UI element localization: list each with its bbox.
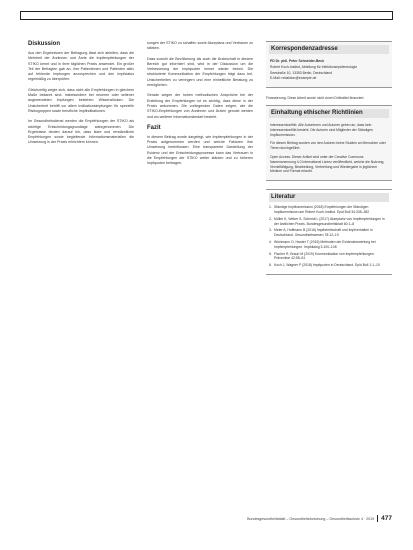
column-right: [266, 41, 392, 283]
conclusion-paragraph: In diesem Beitrag wurde dargelegt, wie Impfempfehlungen in der Praxis aufgenommen werden und welche Faktoren ihre Umsetzung beeinflussen. Eine transparente Darstellung der Evidenz und der Entscheidungsprozesse kann das Vertrauen in die Empfehlungen der STIKO weiter stärken und zu höheren Impfquoten beitragen.: [147, 134, 253, 166]
reference-text: Meier A, Hoffmann B (2016) Impfbereitschaft und Impfverhalten in Deutschland. Gesundheitswesen 78:12–19: [274, 228, 373, 238]
literature-heading: Literatur: [269, 193, 389, 202]
reference-item: 1. Ständige Impfkommission (2018) Empfehlungen der Ständigen Impfkommission am Robert Koch-Institut. Epid Bull 34:335–382: [269, 205, 389, 215]
literature-box: [266, 189, 392, 275]
correspondence-institution: Robert Koch-Institut, Abteilung für Infektionsepidemiologie: [270, 64, 358, 69]
column-left: [28, 41, 134, 151]
discussion-paragraph-2: Gleichzeitig zeigte sich, dass nicht alle Empfehlungen in gleichem Maße bekannt sind. Insbesondere bei neueren oder seltener angewendeten Impfungen bestehen Wissenslücken. Die Unsicherheit betrifft vor allem Indikationsimpfungen für spezielle Risikogruppen sowie berufliche Impfindikationen.: [28, 87, 134, 113]
ethics-open-access: Open Access. Dieser Artikel wird unter der Creative Commons Namensnennung 4.0 International Lizenz veröffentlicht, welche die Nutzung, Vervielfältigung, Bearbeitung, Verbreitung und Wiedergabe in jeglichem Medium und Format erlaubt.: [270, 154, 385, 174]
page-footer: [204, 515, 392, 522]
reference-list: [269, 205, 389, 268]
reference-text: Müller K, Weber S, Schmidt L (2017) Akzeptanz von Impfempfehlungen in der ärztlichen Praxis. Bundesgesundheitsblatt 60:1–8: [274, 216, 385, 226]
correspondence-name: PD Dr. phil. Peter Schneider-Beck: [270, 59, 325, 63]
correspondence-email[interactable]: E-Mail: redaktion@example.de: [270, 76, 317, 81]
ethics-studies: Für diesen Beitrag wurden von den Autoren keine Studien an Menschen oder Tieren durchgeführt.: [270, 141, 386, 151]
page-number: 477: [377, 515, 392, 522]
reference-item: 6. Koch J, Wagner P (2018) Impfquoten in Deutschland. Epid Bull 1:1–10: [269, 263, 389, 268]
ethics-heading: Einhaltung ethischer Richtlinien: [269, 109, 389, 118]
reference-item: 2. Müller K, Weber S, Schmidt L (2017) Akzeptanz von Impfempfehlungen in der ärztlichen Praxis. Bundesgesundheitsblatt 60:1–8: [269, 217, 389, 227]
discussion-paragraph-3: Im Gesundheitsdienst werden die Empfehlungen der STIKO als wichtige Entscheidungsgrundlage wahrgenommen. Die Ergebnisse deuten darauf hin, dass klare und verständliche Empfehlungen sowie begleitende Informationsmaterialien die Umsetzung in der Praxis erleichtern können.: [28, 119, 134, 145]
body-paragraph-2: Dass sowohl die Bevölkerung als auch die Ärzteschaft in diesem Bereich gut informiert sind, wird in der Diskussion um die Verbesserung der Impfquoten immer wieder betont. Die strukturierte Kommunikation der Empfehlungen trägt dazu bei, Unsicherheiten zu verringern und eine einheitliche Beratung zu ermöglichen.: [147, 56, 253, 88]
correspondence-box: [266, 41, 392, 88]
correspondence-heading: Korrespondenzadresse: [269, 45, 389, 54]
reference-item: 3. Meier A, Hoffmann B (2016) Impfbereitschaft und Impfverhalten in Deutschland. Gesundheitswesen 78:12–19: [269, 228, 389, 238]
funding-note: Finanzierung. Diese Arbeit wurde nicht durch Drittmittel finanziert.: [266, 96, 365, 101]
body-paragraph-1: sungen der STIKO zu schaffen sowie Akzeptanz und Vertrauen zu stärken.: [147, 41, 253, 51]
reference-text: Wichmann O, Harder T (2015) Methoden der Evidenzbewertung bei Impfempfehlungen. Impfdialog 3:100–108: [274, 239, 376, 249]
journal-citation: Bundesgesundheitsblatt – Gesundheitsforschung – Gesundheitsschutz 4 · 2019: [247, 516, 375, 521]
ethics-conflict: Interessenkonflikt. Alle Autorinnen und Autoren geben an, dass kein Interessenkonflikt besteht. Die Autoren sind Mitglieder der Ständigen Impfkommission.: [270, 122, 373, 137]
ethics-box: [266, 105, 392, 181]
reference-item: 4. Wichmann O, Harder T (2015) Methoden der Evidenzbewertung bei Impfempfehlungen. Impfdialog 3:100–108: [269, 240, 389, 250]
body-paragraph-3: Gerade wegen der hohen methodischen Ansprüche bei der Erstellung der Empfehlungen ist es wichtig, dass diese in der Praxis ankommen. Die vorliegenden Daten zeigen, wie die STIKO-Empfehlungen von Ärztinnen und Ärzten genutzt werden und wo weiterer Informationsbedarf besteht.: [147, 93, 253, 119]
discussion-paragraph-1: Aus den Ergebnissen der Befragung lässt sich ableiten, dass die Mehrheit der Ärztinnen und Ärzte die Impfempfehlungen der STIKO kennt und in ihrer täglichen Praxis anwendet. Ein großer Teil der Befragten gab an, ihre Patientinnen und Patienten aktiv auf fehlende Impfungen anzusprechen und den Impfstatus regelmäßig zu überprüfen.: [28, 51, 134, 82]
reference-text: Koch J, Wagner P (2018) Impfquoten in Deutschland. Epid Bull 1:1–10: [274, 263, 380, 268]
column-middle: [147, 41, 253, 172]
reference-item: 5. Fischer R, Braun M (2019) Kommunikation von Impfempfehlungen. Prävention 42:55–61: [269, 252, 389, 262]
discussion-heading: Diskussion: [28, 41, 61, 47]
reference-text: Ständige Impfkommission (2018) Empfehlungen der Ständigen Impfkommission am Robert Koch-Institut. Epid Bull 34:335–382: [274, 205, 370, 214]
reference-text: Fischer R, Braun M (2019) Kommunikation von Impfempfehlungen. Prävention 42:55–61: [274, 251, 375, 261]
conclusion-heading: Fazit: [147, 124, 161, 131]
header-frame: [20, 11, 393, 20]
correspondence-address: Seestraße 10, 13353 Berlin, Deutschland: [270, 70, 333, 75]
